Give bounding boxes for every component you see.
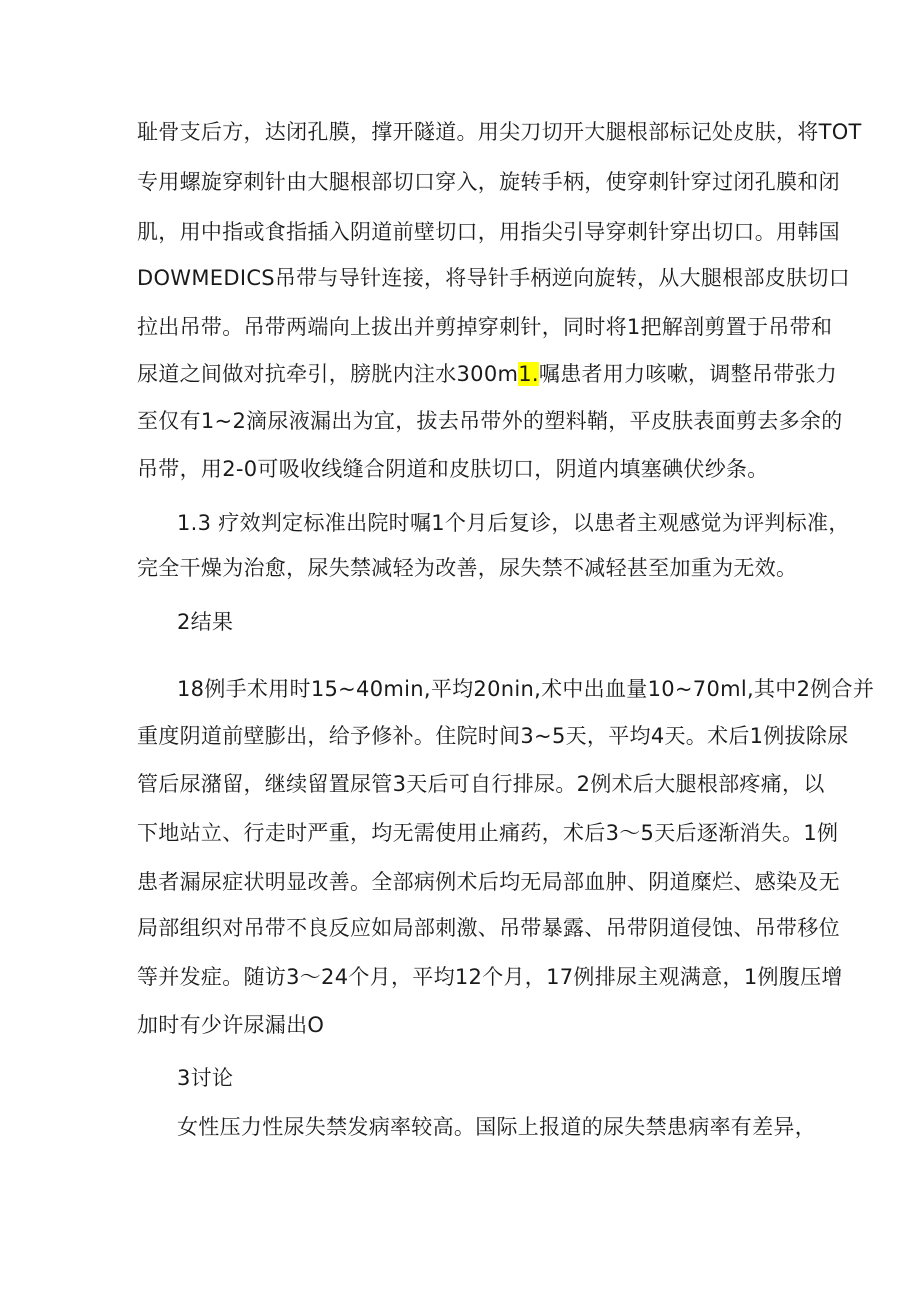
text-line: 拉出吊带。吊带两端向上拔出并剪掉穿刺针，同时将1把解剖剪置于吊带和 <box>137 315 833 339</box>
text-line: 1.3 疗效判定标准出院时嘱1个月后复诊，以患者主观感觉为评判标准， <box>177 511 850 535</box>
text-segment: 嘱患者用力咳嗽，调整吊带张力 <box>538 362 838 386</box>
text-line: 耻骨支后方，达闭孔膜，撑开隧道。用尖刀切开大腿根部标记处皮肤，将TOT <box>137 120 862 144</box>
text-line: 局部组织对吊带不良反应如局部刺激、吊带暴露、吊带阴道侵蚀、吊带移位 <box>137 916 840 940</box>
text-line: 肌，用中指或食指插入阴道前壁切口，用指尖引导穿刺针穿出切口。用韩国 <box>137 220 840 244</box>
text-line: 18例手术用时15~40min,平均20nin,术中出血量10~70ml,其中2例合并 <box>177 677 875 701</box>
text-line: 重度阴道前壁膨出，给予修补。住院时间3~5天，平均4天。术后1例拔除尿 <box>137 724 849 748</box>
text-line: DOWMEDICS吊带与导针连接，将导针手柄逆向旋转，从大腿根部皮肤切口 <box>137 266 851 290</box>
text-line: 加时有少许尿漏出O <box>137 1013 325 1037</box>
text-line: 完全干燥为治愈，尿失禁减轻为改善，尿失禁不减轻甚至加重为无效。 <box>137 556 798 580</box>
text-line: 等并发症。随访3～24个月，平均12个月，17例排尿主观满意，1例腹压增 <box>137 965 843 989</box>
text-line: 至仅有1~2滴尿液漏出为宜，拔去吊带外的塑料鞘，平皮肤表面剪去多余的 <box>137 409 843 433</box>
text-line: 吊带，用2-0可吸收线缝合阴道和皮肤切口，阴道内填塞碘伏纱条。 <box>137 457 769 481</box>
text-line: 女性压力性尿失禁发病率较高。国际上报道的尿失禁患病率有差异， <box>177 1115 816 1139</box>
text-line-highlighted <box>137 359 837 389</box>
highlighted-text: 1. <box>518 362 539 386</box>
text-line: 专用螺旋穿刺针由大腿根部切口穿入，旋转手柄，使穿刺针穿过闭孔膜和闭 <box>137 170 840 194</box>
section-heading-results: 2结果 <box>177 610 234 634</box>
text-line: 患者漏尿症状明显改善。全部病例术后均无局部血肿、阴道糜烂、感染及无 <box>137 870 840 894</box>
section-heading-discussion: 3讨论 <box>177 1066 234 1090</box>
text-segment: 尿道之间做对抗牵引，膀胱内注水300m <box>137 362 519 386</box>
text-line: 管后尿潴留，继续留置尿管3天后可自行排尿。2例术后大腿根部疼痛，以 <box>137 772 825 796</box>
text-line: 下地站立、行走时严重，均无需使用止痛药，术后3～5天后逐渐消失。1例 <box>137 821 839 845</box>
